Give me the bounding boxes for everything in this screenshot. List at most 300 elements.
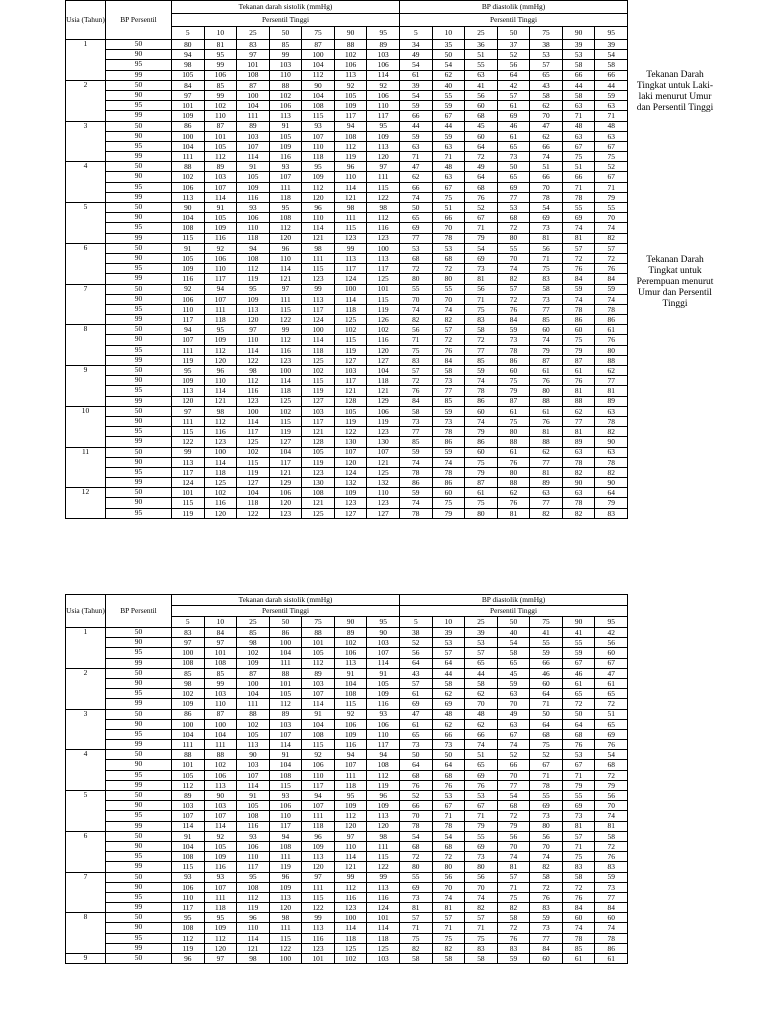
diastolic-value-cell: 72 xyxy=(400,376,433,386)
systolic-value-cell: 122 xyxy=(334,427,367,437)
diastolic-value-cell: 68 xyxy=(465,182,498,192)
diastolic-value-cell: 44 xyxy=(400,121,433,131)
systolic-value-cell: 98 xyxy=(302,243,335,253)
systolic-value-cell: 105 xyxy=(269,689,302,699)
table-row xyxy=(66,264,628,274)
diastolic-value-cell: 62 xyxy=(465,689,498,699)
diastolic-value-cell: 76 xyxy=(432,345,465,355)
systolic-value-cell: 92 xyxy=(302,750,335,760)
diastolic-header: BP diastolik (mmHg) xyxy=(400,1,628,14)
diastolic-value-cell: 52 xyxy=(497,50,530,60)
bp-percentile-cell: 90 xyxy=(106,213,172,223)
systolic-value-cell: 102 xyxy=(367,325,400,335)
bp-percentile-cell: 95 xyxy=(106,467,172,477)
diastolic-value-cell: 61 xyxy=(595,678,628,688)
systolic-value-cell: 110 xyxy=(269,253,302,263)
systolic-value-cell: 113 xyxy=(237,304,270,314)
bp-percentile-cell: 90 xyxy=(106,172,172,182)
systolic-value-cell: 117 xyxy=(237,427,270,437)
systolic-value-cell: 95 xyxy=(204,50,237,60)
systolic-value-cell: 129 xyxy=(269,478,302,488)
diastolic-value-cell: 61 xyxy=(497,447,530,457)
systolic-value-cell: 123 xyxy=(334,903,367,913)
systolic-value-cell: 102 xyxy=(204,488,237,498)
systolic-value-cell: 91 xyxy=(204,203,237,213)
systolic-value-cell: 115 xyxy=(334,223,367,233)
diastolic-value-cell: 75 xyxy=(595,152,628,162)
systolic-value-cell: 115 xyxy=(237,457,270,467)
diastolic-value-cell: 70 xyxy=(530,182,563,192)
diastolic-value-cell: 62 xyxy=(530,447,563,457)
systolic-value-cell: 99 xyxy=(302,284,335,294)
systolic-value-cell: 95 xyxy=(204,325,237,335)
bp-percentile-cell: 95 xyxy=(106,811,172,821)
diastolic-value-cell: 58 xyxy=(497,913,530,923)
diastolic-value-cell: 71 xyxy=(400,923,433,933)
systolic-value-cell: 102 xyxy=(237,447,270,457)
systolic-value-cell: 105 xyxy=(237,729,270,739)
systolic-value-cell: 107 xyxy=(269,729,302,739)
systolic-value-cell: 103 xyxy=(269,60,302,70)
systolic-value-cell: 83 xyxy=(237,40,270,50)
bp-percentile-cell: 95 xyxy=(106,648,172,658)
diastolic-value-cell: 71 xyxy=(400,152,433,162)
diastolic-value-cell: 85 xyxy=(465,355,498,365)
diastolic-value-cell: 85 xyxy=(400,437,433,447)
systolic-value-cell: 120 xyxy=(302,862,335,872)
systolic-value-cell: 121 xyxy=(302,233,335,243)
diastolic-value-cell: 55 xyxy=(562,638,595,648)
diastolic-value-cell: 88 xyxy=(530,437,563,447)
systolic-value-cell: 89 xyxy=(237,121,270,131)
table-row xyxy=(66,233,628,243)
diastolic-value-cell: 74 xyxy=(497,740,530,750)
diastolic-value-cell: 59 xyxy=(400,101,433,111)
age-cell: 1 xyxy=(66,40,106,81)
diastolic-value-cell: 89 xyxy=(595,396,628,406)
diastolic-value-cell: 60 xyxy=(497,366,530,376)
systolic-value-cell: 89 xyxy=(334,628,367,638)
diastolic-value-cell: 70 xyxy=(400,294,433,304)
bp-percentile-cell: 90 xyxy=(106,131,172,141)
bp-percentile-cell: 50 xyxy=(106,709,172,719)
systolic-value-cell: 111 xyxy=(302,882,335,892)
diastolic-value-cell: 65 xyxy=(465,760,498,770)
systolic-value-cell: 104 xyxy=(172,729,205,739)
systolic-value-cell: 96 xyxy=(334,162,367,172)
systolic-value-cell: 105 xyxy=(172,770,205,780)
systolic-value-cell: 95 xyxy=(237,284,270,294)
diastolic-value-cell: 72 xyxy=(432,264,465,274)
systolic-value-cell: 122 xyxy=(367,862,400,872)
diastolic-value-cell: 72 xyxy=(497,811,530,821)
systolic-value-cell: 114 xyxy=(334,294,367,304)
systolic-value-cell: 92 xyxy=(172,284,205,294)
systolic-value-cell: 89 xyxy=(367,40,400,50)
systolic-value-cell: 111 xyxy=(269,852,302,862)
diastolic-value-cell: 58 xyxy=(465,325,498,335)
diastolic-value-cell: 71 xyxy=(562,841,595,851)
diastolic-value-cell: 78 xyxy=(497,345,530,355)
diastolic-value-cell: 74 xyxy=(400,498,433,508)
systolic-value-cell: 107 xyxy=(204,882,237,892)
diastolic-value-cell: 68 xyxy=(432,253,465,263)
systolic-value-cell: 120 xyxy=(269,233,302,243)
systolic-value-cell: 129 xyxy=(367,396,400,406)
diastolic-value-cell: 84 xyxy=(595,903,628,913)
diastolic-value-cell: 63 xyxy=(432,141,465,151)
systolic-value-cell: 91 xyxy=(172,243,205,253)
systolic-value-cell: 114 xyxy=(204,192,237,202)
diastolic-value-cell: 79 xyxy=(465,467,498,477)
systolic-value-cell: 116 xyxy=(237,821,270,831)
age-cell: 2 xyxy=(66,668,106,709)
systolic-value-cell: 111 xyxy=(302,253,335,263)
diastolic-value-cell: 66 xyxy=(562,172,595,182)
diastolic-value-cell: 86 xyxy=(400,478,433,488)
systolic-value-cell: 116 xyxy=(204,427,237,437)
diastolic-value-cell: 69 xyxy=(465,253,498,263)
diastolic-value-cell: 55 xyxy=(530,638,563,648)
diastolic-value-cell: 71 xyxy=(497,882,530,892)
diastolic-value-cell: 77 xyxy=(465,345,498,355)
diastolic-value-cell: 78 xyxy=(400,508,433,518)
systolic-value-cell: 119 xyxy=(302,386,335,396)
systolic-value-cell: 110 xyxy=(172,892,205,902)
diastolic-value-cell: 34 xyxy=(400,40,433,50)
diastolic-value-cell: 53 xyxy=(432,791,465,801)
systolic-value-cell: 104 xyxy=(367,366,400,376)
systolic-value-cell: 109 xyxy=(302,172,335,182)
systolic-value-cell: 127 xyxy=(269,437,302,447)
systolic-value-cell: 125 xyxy=(237,437,270,447)
systolic-value-cell: 113 xyxy=(302,852,335,862)
diastolic-value-cell: 70 xyxy=(530,111,563,121)
diastolic-value-cell: 41 xyxy=(562,628,595,638)
table-row xyxy=(66,416,628,426)
bp-percentile-cell: 50 xyxy=(106,162,172,172)
systolic-value-cell: 87 xyxy=(302,40,335,50)
diastolic-value-cell: 56 xyxy=(530,831,563,841)
systolic-value-cell: 112 xyxy=(334,141,367,151)
bp-percentile-cell: 99 xyxy=(106,903,172,913)
systolic-value-cell: 86 xyxy=(269,628,302,638)
diastolic-value-cell: 71 xyxy=(465,294,498,304)
systolic-value-cell: 106 xyxy=(237,841,270,851)
age-header: Usia (Tahun) xyxy=(66,1,106,40)
systolic-value-cell: 119 xyxy=(269,427,302,437)
systolic-value-cell: 89 xyxy=(302,668,335,678)
systolic-value-cell: 85 xyxy=(204,80,237,90)
systolic-value-cell: 114 xyxy=(172,821,205,831)
diastolic-value-cell: 81 xyxy=(562,233,595,243)
systolic-value-cell: 114 xyxy=(237,152,270,162)
systolic-value-cell: 125 xyxy=(367,467,400,477)
diastolic-value-cell: 73 xyxy=(400,416,433,426)
systolic-value-cell: 99 xyxy=(302,913,335,923)
bp-percentile-cell: 50 xyxy=(106,750,172,760)
diastolic-value-cell: 82 xyxy=(400,315,433,325)
diastolic-value-cell: 67 xyxy=(465,801,498,811)
diastolic-value-cell: 82 xyxy=(562,508,595,518)
diastolic-value-cell: 72 xyxy=(400,264,433,274)
systolic-value-cell: 88 xyxy=(172,750,205,760)
bp-percentile-cell: 95 xyxy=(106,345,172,355)
diastolic-value-cell: 57 xyxy=(400,913,433,923)
table-row xyxy=(66,780,628,790)
bp-percentile-cell: 90 xyxy=(106,50,172,60)
table-row xyxy=(66,80,628,90)
diastolic-value-cell: 57 xyxy=(465,648,498,658)
diastolic-value-cell: 75 xyxy=(465,457,498,467)
diastolic-value-cell: 60 xyxy=(465,447,498,457)
diastolic-value-cell: 73 xyxy=(562,811,595,821)
systolic-value-cell: 104 xyxy=(269,648,302,658)
systolic-value-cell: 111 xyxy=(269,923,302,933)
diastolic-value-cell: 79 xyxy=(562,345,595,355)
diastolic-value-cell: 51 xyxy=(595,709,628,719)
bp-percentile-cell: 90 xyxy=(106,760,172,770)
systolic-value-cell: 100 xyxy=(269,954,302,964)
diastolic-value-cell: 79 xyxy=(595,498,628,508)
bp-percentile-cell: 50 xyxy=(106,203,172,213)
systolic-value-cell: 115 xyxy=(367,182,400,192)
diastolic-value-cell: 64 xyxy=(465,141,498,151)
diastolic-value-cell: 57 xyxy=(497,284,530,294)
diastolic-value-cell: 61 xyxy=(562,954,595,964)
diastolic-value-cell: 82 xyxy=(595,233,628,243)
bp-percentile-cell: 50 xyxy=(106,121,172,131)
systolic-value-cell: 95 xyxy=(302,162,335,172)
systolic-value-cell: 119 xyxy=(172,943,205,953)
systolic-value-cell: 111 xyxy=(172,416,205,426)
systolic-value-cell: 109 xyxy=(204,852,237,862)
systolic-value-cell: 99 xyxy=(204,678,237,688)
diastolic-value-cell: 83 xyxy=(530,274,563,284)
height-percentile-col: 90 xyxy=(334,27,367,40)
systolic-value-cell: 108 xyxy=(302,101,335,111)
caption-boys: Tekanan Darah Tingkat untuk Laki-laki menurut Umur dan Persentil Tinggi xyxy=(636,70,714,114)
diastolic-value-cell: 68 xyxy=(465,111,498,121)
height-percentile-col: 90 xyxy=(562,617,595,628)
systolic-value-cell: 94 xyxy=(172,50,205,60)
diastolic-value-cell: 90 xyxy=(595,478,628,488)
diastolic-value-cell: 84 xyxy=(400,396,433,406)
table-row xyxy=(66,50,628,60)
bp-percentile-cell: 95 xyxy=(106,508,172,518)
systolic-value-cell: 103 xyxy=(302,406,335,416)
systolic-value-cell: 117 xyxy=(269,821,302,831)
systolic-value-cell: 105 xyxy=(172,253,205,263)
systolic-value-cell: 104 xyxy=(302,719,335,729)
systolic-value-cell: 100 xyxy=(302,325,335,335)
diastolic-value-cell: 54 xyxy=(595,50,628,60)
diastolic-value-cell: 60 xyxy=(530,678,563,688)
diastolic-value-cell: 55 xyxy=(400,872,433,882)
diastolic-value-cell: 64 xyxy=(530,719,563,729)
systolic-value-cell: 121 xyxy=(334,386,367,396)
systolic-value-cell: 109 xyxy=(334,101,367,111)
systolic-value-cell: 91 xyxy=(237,162,270,172)
diastolic-height-percentile-header: Persentil Tinggi xyxy=(400,14,628,27)
age-cell: 5 xyxy=(66,791,106,832)
bp-percentile-cell: 50 xyxy=(106,284,172,294)
diastolic-value-cell: 73 xyxy=(465,852,498,862)
diastolic-value-cell: 72 xyxy=(497,223,530,233)
diastolic-value-cell: 78 xyxy=(400,821,433,831)
diastolic-value-cell: 65 xyxy=(497,658,530,668)
systolic-value-cell: 102 xyxy=(334,954,367,964)
diastolic-value-cell: 42 xyxy=(497,80,530,90)
systolic-value-cell: 108 xyxy=(302,729,335,739)
table-row xyxy=(66,60,628,70)
diastolic-value-cell: 48 xyxy=(595,121,628,131)
systolic-value-cell: 116 xyxy=(237,192,270,202)
bp-percentile-cell: 99 xyxy=(106,699,172,709)
bp-percentile-cell: 99 xyxy=(106,111,172,121)
height-percentile-col: 95 xyxy=(595,617,628,628)
systolic-value-cell: 123 xyxy=(302,467,335,477)
caption-girls: Tekanan Darah Tingkat untuk Perempuan menurut Umur dan Persentil Tinggi xyxy=(636,255,714,310)
systolic-value-cell: 116 xyxy=(367,335,400,345)
systolic-value-cell: 116 xyxy=(204,233,237,243)
diastolic-value-cell: 48 xyxy=(562,121,595,131)
systolic-value-cell: 95 xyxy=(172,366,205,376)
bp-percentile-cell: 99 xyxy=(106,478,172,488)
diastolic-value-cell: 87 xyxy=(530,355,563,365)
systolic-value-cell: 109 xyxy=(334,488,367,498)
systolic-value-cell: 104 xyxy=(172,141,205,151)
systolic-value-cell: 113 xyxy=(237,740,270,750)
diastolic-value-cell: 68 xyxy=(530,729,563,739)
height-percentile-col: 75 xyxy=(530,617,563,628)
diastolic-value-cell: 75 xyxy=(562,852,595,862)
systolic-value-cell: 115 xyxy=(302,892,335,902)
diastolic-value-cell: 79 xyxy=(530,345,563,355)
systolic-value-cell: 93 xyxy=(172,872,205,882)
height-percentile-col: 75 xyxy=(302,27,335,40)
diastolic-value-cell: 58 xyxy=(432,366,465,376)
bp-percentile-cell: 90 xyxy=(106,498,172,508)
systolic-value-cell: 90 xyxy=(172,203,205,213)
age-cell: 9 xyxy=(66,366,106,407)
systolic-value-cell: 106 xyxy=(269,801,302,811)
diastolic-value-cell: 51 xyxy=(465,50,498,60)
diastolic-value-cell: 71 xyxy=(400,335,433,345)
age-cell: 11 xyxy=(66,447,106,488)
systolic-value-cell: 96 xyxy=(269,243,302,253)
age-header: Usia (Tahun) xyxy=(66,595,106,628)
table-row xyxy=(66,841,628,851)
diastolic-value-cell: 52 xyxy=(400,791,433,801)
diastolic-value-cell: 59 xyxy=(497,954,530,964)
systolic-value-cell: 130 xyxy=(367,437,400,447)
systolic-value-cell: 94 xyxy=(334,121,367,131)
diastolic-value-cell: 55 xyxy=(432,284,465,294)
diastolic-value-cell: 71 xyxy=(432,923,465,933)
diastolic-value-cell: 57 xyxy=(497,872,530,882)
diastolic-value-cell: 41 xyxy=(465,80,498,90)
diastolic-value-cell: 71 xyxy=(432,152,465,162)
diastolic-value-cell: 83 xyxy=(465,315,498,325)
diastolic-value-cell: 73 xyxy=(595,882,628,892)
systolic-value-cell: 103 xyxy=(334,366,367,376)
systolic-value-cell: 113 xyxy=(302,294,335,304)
systolic-value-cell: 132 xyxy=(367,478,400,488)
diastolic-value-cell: 70 xyxy=(432,223,465,233)
diastolic-value-cell: 69 xyxy=(530,213,563,223)
systolic-value-cell: 113 xyxy=(367,141,400,151)
diastolic-value-cell: 58 xyxy=(530,90,563,100)
systolic-value-cell: 120 xyxy=(367,345,400,355)
systolic-value-cell: 102 xyxy=(302,366,335,376)
bp-percentile-cell: 95 xyxy=(106,729,172,739)
systolic-value-cell: 102 xyxy=(237,719,270,729)
diastolic-value-cell: 62 xyxy=(432,70,465,80)
systolic-value-cell: 115 xyxy=(269,304,302,314)
systolic-value-cell: 110 xyxy=(269,811,302,821)
systolic-value-cell: 95 xyxy=(237,872,270,882)
systolic-value-cell: 113 xyxy=(302,923,335,933)
systolic-value-cell: 98 xyxy=(269,913,302,923)
diastolic-value-cell: 74 xyxy=(562,294,595,304)
diastolic-value-cell: 78 xyxy=(595,416,628,426)
diastolic-value-cell: 63 xyxy=(497,719,530,729)
systolic-value-cell: 109 xyxy=(204,923,237,933)
systolic-value-cell: 117 xyxy=(302,416,335,426)
age-cell: 7 xyxy=(66,284,106,325)
diastolic-value-cell: 56 xyxy=(400,648,433,658)
table-row xyxy=(66,791,628,801)
systolic-value-cell: 110 xyxy=(237,923,270,933)
systolic-value-cell: 106 xyxy=(367,90,400,100)
systolic-value-cell: 104 xyxy=(237,488,270,498)
diastolic-value-cell: 63 xyxy=(530,488,563,498)
bp-percentile-cell: 99 xyxy=(106,943,172,953)
systolic-value-cell: 117 xyxy=(334,376,367,386)
diastolic-value-cell: 69 xyxy=(432,699,465,709)
diastolic-value-cell: 75 xyxy=(530,264,563,274)
systolic-value-cell: 114 xyxy=(237,933,270,943)
diastolic-value-cell: 67 xyxy=(562,658,595,668)
systolic-value-cell: 124 xyxy=(172,478,205,488)
systolic-value-cell: 117 xyxy=(302,780,335,790)
bp-percentile-cell: 95 xyxy=(106,223,172,233)
systolic-value-cell: 114 xyxy=(302,335,335,345)
diastolic-value-cell: 73 xyxy=(530,223,563,233)
systolic-value-cell: 99 xyxy=(269,325,302,335)
bp-percentile-cell: 90 xyxy=(106,416,172,426)
bp-percentile-cell: 99 xyxy=(106,437,172,447)
diastolic-value-cell: 63 xyxy=(595,131,628,141)
systolic-value-cell: 110 xyxy=(367,729,400,739)
diastolic-value-cell: 76 xyxy=(530,376,563,386)
systolic-value-cell: 108 xyxy=(334,131,367,141)
diastolic-value-cell: 55 xyxy=(400,284,433,294)
diastolic-value-cell: 55 xyxy=(497,243,530,253)
diastolic-value-cell: 63 xyxy=(595,101,628,111)
height-percentile-col: 95 xyxy=(595,27,628,40)
systolic-value-cell: 84 xyxy=(204,628,237,638)
diastolic-value-cell: 83 xyxy=(465,943,498,953)
diastolic-value-cell: 59 xyxy=(530,913,563,923)
systolic-value-cell: 119 xyxy=(334,345,367,355)
systolic-value-cell: 110 xyxy=(204,111,237,121)
systolic-value-cell: 119 xyxy=(367,304,400,314)
diastolic-value-cell: 74 xyxy=(465,892,498,902)
diastolic-value-cell: 47 xyxy=(595,668,628,678)
systolic-value-cell: 110 xyxy=(204,264,237,274)
